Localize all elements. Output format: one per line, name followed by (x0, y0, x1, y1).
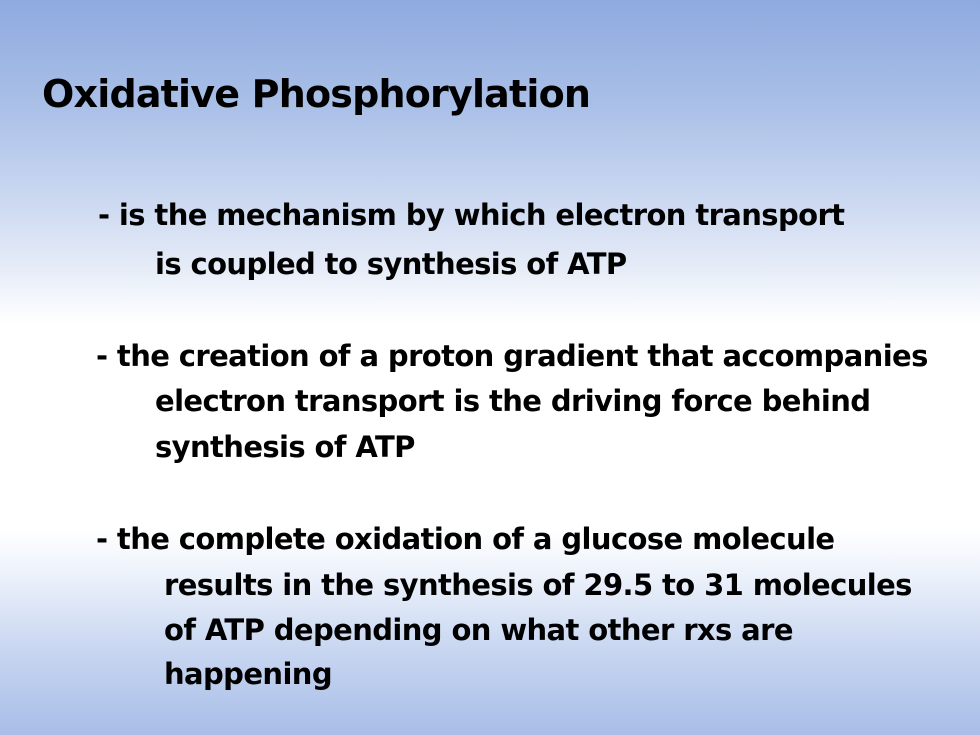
bullet-2-line-1: - the creation of a proton gradient that accompanies (96, 339, 928, 373)
bullet-2-line-2: electron transport is the driving force behind (155, 384, 871, 418)
bullet-2-line-3: synthesis of ATP (155, 430, 415, 464)
bullet-3-line-3: of ATP depending on what other rxs are (164, 613, 793, 647)
bullet-3-line-2: results in the synthesis of 29.5 to 31 molecules (164, 568, 912, 602)
bullet-1-line-2: is coupled to synthesis of ATP (155, 247, 627, 281)
bullet-1-line-1: - is the mechanism by which electron transport (98, 198, 845, 232)
slide-title: Oxidative Phosphorylation (42, 72, 591, 116)
bullet-3-line-1: - the complete oxidation of a glucose molecule (96, 522, 835, 556)
bullet-3-line-4: happening (164, 657, 332, 691)
